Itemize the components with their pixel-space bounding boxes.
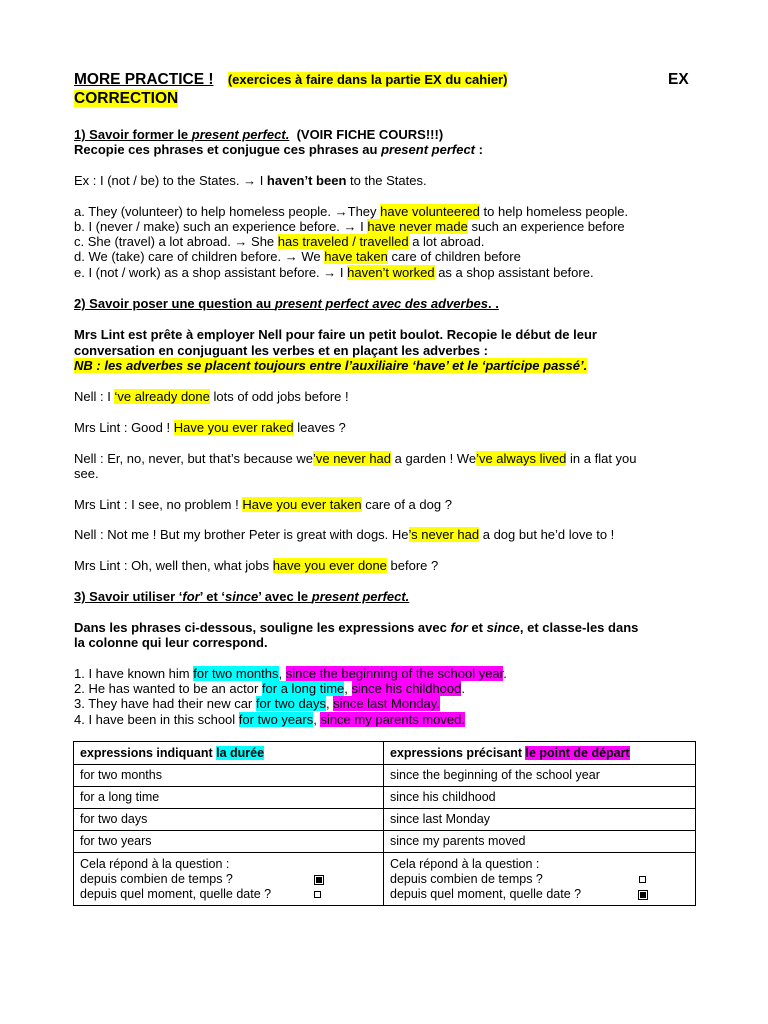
ex-label: EX	[668, 71, 689, 88]
question-title: Cela répond à la question :	[80, 856, 230, 871]
checkbox-checked[interactable]	[314, 875, 324, 885]
sentence-e: e. I (not / work) as a shop assistant before. → I haven’t worked as a shop assistant before.	[74, 265, 594, 280]
starting-point-cell: since my parents moved	[384, 831, 696, 853]
question-option-1: depuis combien de temps ?	[80, 872, 377, 887]
exercise-sentence-2: 2. He has wanted to be an actor for a long time, since his childhood.	[74, 681, 465, 696]
section-2-instruction-1: Mrs Lint est prête à employer Nell pour faire un petit boulot. Recopie le début de leur	[74, 327, 597, 342]
section-1-heading: 1) Savoir former le present perfect. (VOIR FICHE COURS!!!)	[74, 127, 444, 142]
exercise-sentence-4: 4. I have been in this school for two years, since my parents moved.	[74, 712, 465, 727]
duration-cell: for two years	[74, 831, 384, 853]
section-3-heading: 3) Savoir utiliser ‘for’ et ‘since’ avec le present perfect.	[74, 589, 410, 604]
sentence-c: c. She (travel) a lot abroad. → She has traveled / travelled a lot abroad.	[74, 234, 485, 249]
dialogue-line-2: Mrs Lint : Good ! Have you ever raked leaves ?	[74, 420, 346, 435]
duration-cell: for two days	[74, 809, 384, 831]
duration-cell: for two months	[74, 765, 384, 787]
page-subtitle: (exercices à faire dans la partie EX du cahier)	[227, 72, 508, 87]
question-row	[74, 853, 696, 906]
section-2-instruction-2: conversation en conjuguant les verbes et en plaçant les adverbes :	[74, 343, 488, 358]
section-1-instruction: Recopie ces phrases et conjugue ces phrases au present perfect :	[74, 142, 483, 157]
correction-label: CORRECTION	[74, 90, 179, 107]
duration-cell: for a long time	[74, 787, 384, 809]
section-3-instruction-1: Dans les phrases ci-dessous, souligne les expressions avec for et since, et classe-les dans	[74, 620, 639, 635]
table-row	[74, 809, 696, 831]
question-cell-starting-point	[384, 853, 696, 906]
dialogue-line-3: Nell : Er, no, never, but that’s because we’ve never had a garden ! We’ve always lived in a flat you	[74, 451, 637, 466]
sentence-b: b. I (never / make) such an experience before. → I have never made such an experience before	[74, 219, 625, 234]
starting-point-cell: since last Monday	[384, 809, 696, 831]
sentence-a: a. They (volunteer) to help homeless people. →They have volunteered to help homeless people.	[74, 204, 629, 219]
nb-note: NB : les adverbes se placent toujours entre l’auxiliaire ‘have’ et le ‘participe passé’.	[74, 358, 588, 373]
table-row	[74, 831, 696, 853]
section-3-instruction-2: la colonne qui leur correspond.	[74, 635, 268, 650]
header-starting-point: expressions précisant le point de départ	[384, 742, 696, 765]
sentence-d: d. We (take) care of children before. → We have taken care of children before	[74, 249, 521, 264]
dialogue-line-5: Nell : Not me ! But my brother Peter is great with dogs. He’s never had a dog but he’d love to !	[74, 527, 615, 542]
starting-point-cell: since his childhood	[384, 787, 696, 809]
exercise-sentence-1: 1. I have known him for two months, since the beginning of the school year.	[74, 666, 507, 681]
table-row	[74, 787, 696, 809]
checkbox-unchecked[interactable]	[314, 891, 321, 898]
page-title: MORE PRACTICE !	[74, 71, 214, 88]
question-option-2: depuis quel moment, quelle date ?	[390, 887, 689, 902]
starting-point-cell: since the beginning of the school year	[384, 765, 696, 787]
dialogue-line-6: Mrs Lint : Oh, well then, what jobs have you ever done before ?	[74, 558, 439, 573]
table-row	[74, 765, 696, 787]
exercise-sentence-3: 3. They have had their new car for two days, since last Monday.	[74, 696, 440, 711]
checkbox-unchecked[interactable]	[639, 876, 646, 883]
dialogue-line-4: Mrs Lint : I see, no problem ! Have you ever taken care of a dog ?	[74, 497, 452, 512]
dialogue-line-3-cont: see.	[74, 466, 99, 481]
table-header-row	[74, 742, 696, 765]
question-cell-duration	[74, 853, 384, 906]
dialogue-line-1: Nell : I ‘ve already done lots of odd jobs before !	[74, 389, 349, 404]
header-duration: expressions indiquant la durée	[74, 742, 384, 765]
question-option-2: depuis quel moment, quelle date ?	[80, 887, 377, 902]
question-option-1: depuis combien de temps ?	[390, 872, 689, 887]
title-line	[74, 70, 507, 89]
section-2-heading: 2) Savoir poser une question au present perfect avec des adverbes. .	[74, 296, 499, 311]
question-title: Cela répond à la question :	[390, 856, 540, 871]
checkbox-checked[interactable]	[638, 890, 648, 900]
section-1-example: Ex : I (not / be) to the States. → I haven’t been to the States.	[74, 173, 427, 188]
classification-table	[73, 741, 696, 906]
